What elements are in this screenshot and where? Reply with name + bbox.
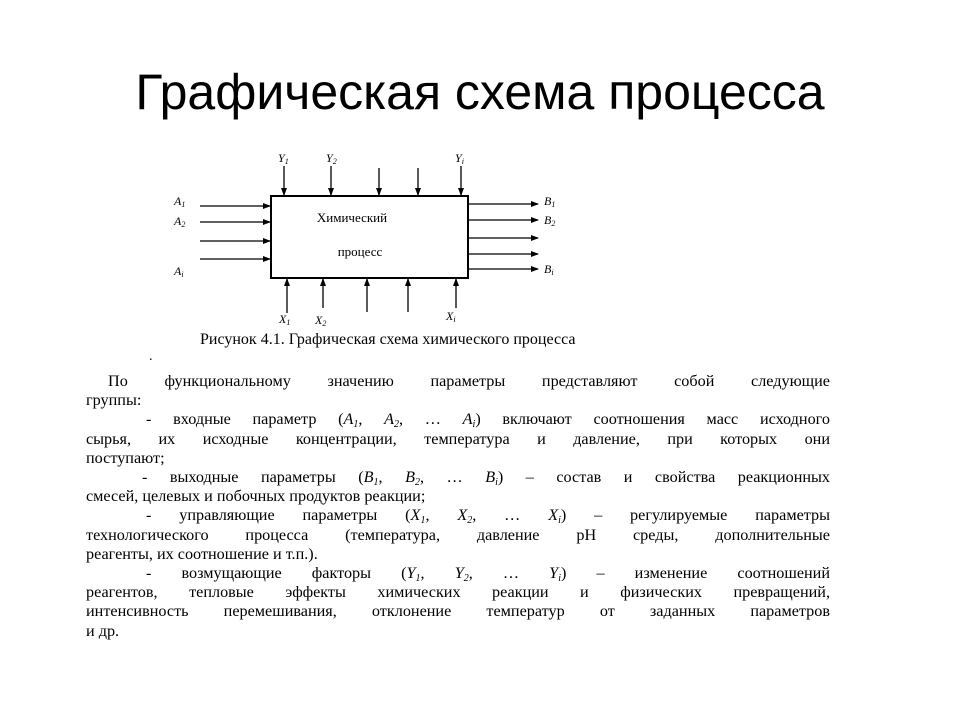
disturbances-paragraph — [86, 564, 830, 641]
outputs-line-1: - выходные параметры ($B_1$, $B_2$, … $B_i$) – состав и свойства реакционных — [142, 468, 831, 489]
process-box — [271, 196, 468, 278]
controls-paragraph — [86, 506, 830, 564]
output-label-2: B2 — [544, 213, 556, 228]
control-label-i: Xi — [446, 309, 456, 324]
disturbances-line-1: - возмущающие факторы ($Y_1$, $Y_2$, … $Y_i$) – изменение соотношений — [146, 564, 831, 585]
input-label-1: A1 — [174, 194, 186, 209]
input-label-2: A2 — [174, 214, 186, 229]
output-label-1: B1 — [544, 194, 556, 209]
disturbance-arrows — [284, 166, 461, 195]
input-label-i: Ai — [174, 264, 184, 279]
outputs-paragraph — [86, 468, 830, 506]
inputs-line-2: сырья, их исходные концентрации, температура и давление, при которых они — [86, 429, 830, 448]
control-label-1: X1 — [279, 312, 291, 327]
box-label-2: процесс — [337, 244, 383, 259]
intro-paragraph — [86, 372, 830, 410]
intro-line-2: группы: — [86, 391, 142, 410]
controls-line-1: - управляющие параметры ($X_1$, $X_2$, … $X_i$) – регулируемые параметры — [146, 506, 830, 527]
process-diagram — [160, 140, 580, 340]
disturbances-line-3: интенсивность перемешивания, отклонение температур от заданных параметров — [86, 602, 830, 621]
controls-line-3: реагенты, их соотношение и т.п.). — [86, 544, 318, 563]
disturbances-line-2: реагентов, тепловые эффекты химических реакции и физических превращений, — [86, 583, 830, 602]
disturbance-label-i: Yi — [455, 151, 464, 166]
inputs-paragraph — [86, 410, 830, 468]
stray-dot: . — [149, 349, 153, 364]
disturbance-label-1: Y1 — [278, 151, 289, 166]
box-label-1: Химический — [316, 210, 388, 225]
intro-line-1: По функциональному значению параметры представляют собой следующие — [108, 372, 830, 390]
disturbance-label-2: Y2 — [326, 151, 337, 166]
inputs-line-1: - входные параметр ($A_1$, $A_2$, … $A_i$) включают соотношения масс исходного — [146, 410, 830, 431]
output-label-i: Bi — [544, 262, 554, 277]
inputs-line-3: поступают; — [86, 448, 165, 467]
figure-caption: Рисунок 4.1. Графическая схема химического процесса — [200, 331, 576, 348]
controls-line-2: технологического процесса (температура, давление pH среды, дополнительные — [86, 525, 830, 544]
control-arrows — [287, 279, 456, 313]
input-arrows — [200, 206, 270, 259]
control-label-2: X2 — [315, 313, 327, 328]
outputs-line-2: смесей, целевых и побочных продуктов реакции; — [86, 487, 426, 506]
disturbances-line-4: и др. — [86, 621, 120, 640]
page-title: Графическая схема процесса — [135, 64, 825, 120]
output-arrows — [469, 204, 538, 269]
body-text — [86, 372, 830, 641]
